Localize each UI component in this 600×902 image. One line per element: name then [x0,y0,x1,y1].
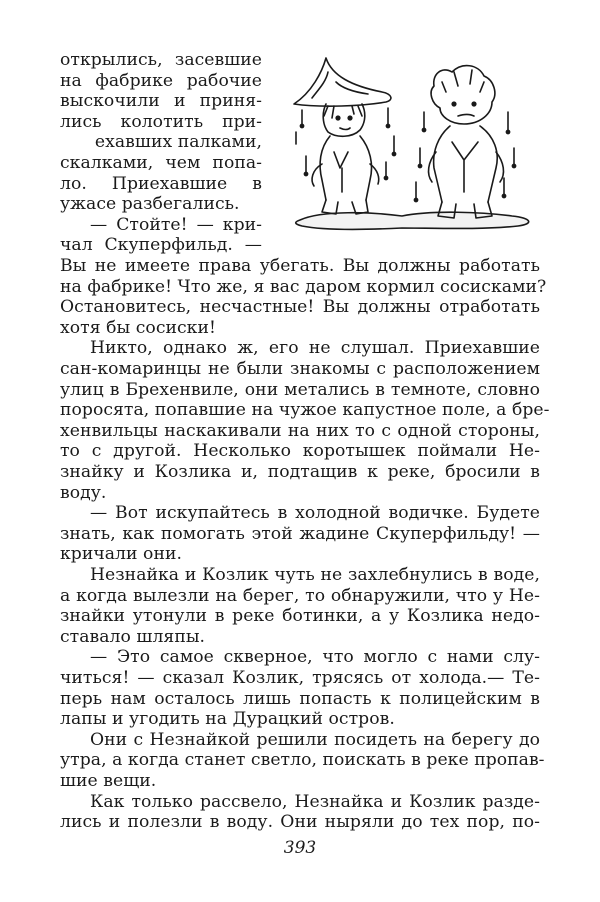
text-line: чал Скуперфильд. — [60,235,262,256]
text-line: скалками, чем попа- [60,153,262,173]
text-line: Остановитесь, несчастные! Вы должны отработать [60,297,540,318]
text-line: — Стойте! — кри- [90,214,262,235]
text-line: Незнайка и Козлик чуть не захлебнулись в воде, [90,565,540,585]
text-line: на фабрике рабочие [60,70,262,91]
text-line: Никто, однако ж, его не слушал. Приехавшие [90,338,540,359]
text-line: утра, а когда станет светло, поискать в реке пропав- [60,750,545,771]
text-line: — Вот искупайтесь в холодной водичке. Будете [90,503,540,524]
text-line: Вы не имеете права убегать. Вы должны работать [60,256,540,276]
text-line: хотя бы сосиски! [60,317,216,338]
text-line: ло. Приехавшие в [60,173,262,194]
text-line: знайку и Козлика и, подтащив к реке, бросили в [60,462,540,482]
text-line: на фабрике! Что же, я вас даром кормил сосисками? [60,276,547,297]
text-line: то с другой. Несколько коротышек поймали Не- [60,441,540,462]
text-line: знать, как помогать этой жадине Скуперфильду! — [60,523,540,544]
text-line: читься! — сказал Козлик, трясясь от холода.— Те- [60,668,540,688]
text-line: хенвильцы наскакивали на них то с одной стороны, [60,420,540,441]
text-line: шие вещи. [60,771,157,791]
text-line: — Это самое скверное, что могло с нами слу- [90,647,540,668]
text-line: Как только рассвело, Незнайка и Козлик разде- [90,791,540,812]
text-line: знайки утонули в реке ботинки, а у Козлика недо- [60,606,540,627]
text-line: поросята, попавшие на чужое капустное поле, а бре- [60,400,550,421]
text-line: а когда вылезли на берег, то обнаружили, что у Не- [60,585,540,606]
text-line: улиц в Брехенвиле, они метались в темноте, словно [60,379,540,400]
text-line: Они с Незнайкой решили посидеть на берегу до [90,729,540,750]
text-line: лапы и угодить на Дурацкий остров. [60,709,395,730]
text-line: лись колотить при- [60,111,262,132]
text-line: выскочили и приня- [60,91,262,112]
illustration [282,52,544,234]
page-number: 393 [283,837,317,858]
text-line: лись и полезли в воду. Они ныряли до тех пор, по- [60,812,540,833]
text-line: сан-комаринцы не были знакомы с расположением [60,359,540,379]
text-line: ужасе разбегались. [60,194,240,215]
text-line: открылись, засевшие [60,50,262,70]
text-line: ехавших палками, [94,132,262,153]
text-line: ставало шляпы. [60,626,206,647]
text-line: воду. [60,482,107,503]
text-line: перь нам осталось лишь попасть к полицейским в [60,688,540,709]
text-line: кричали они. [60,544,182,565]
